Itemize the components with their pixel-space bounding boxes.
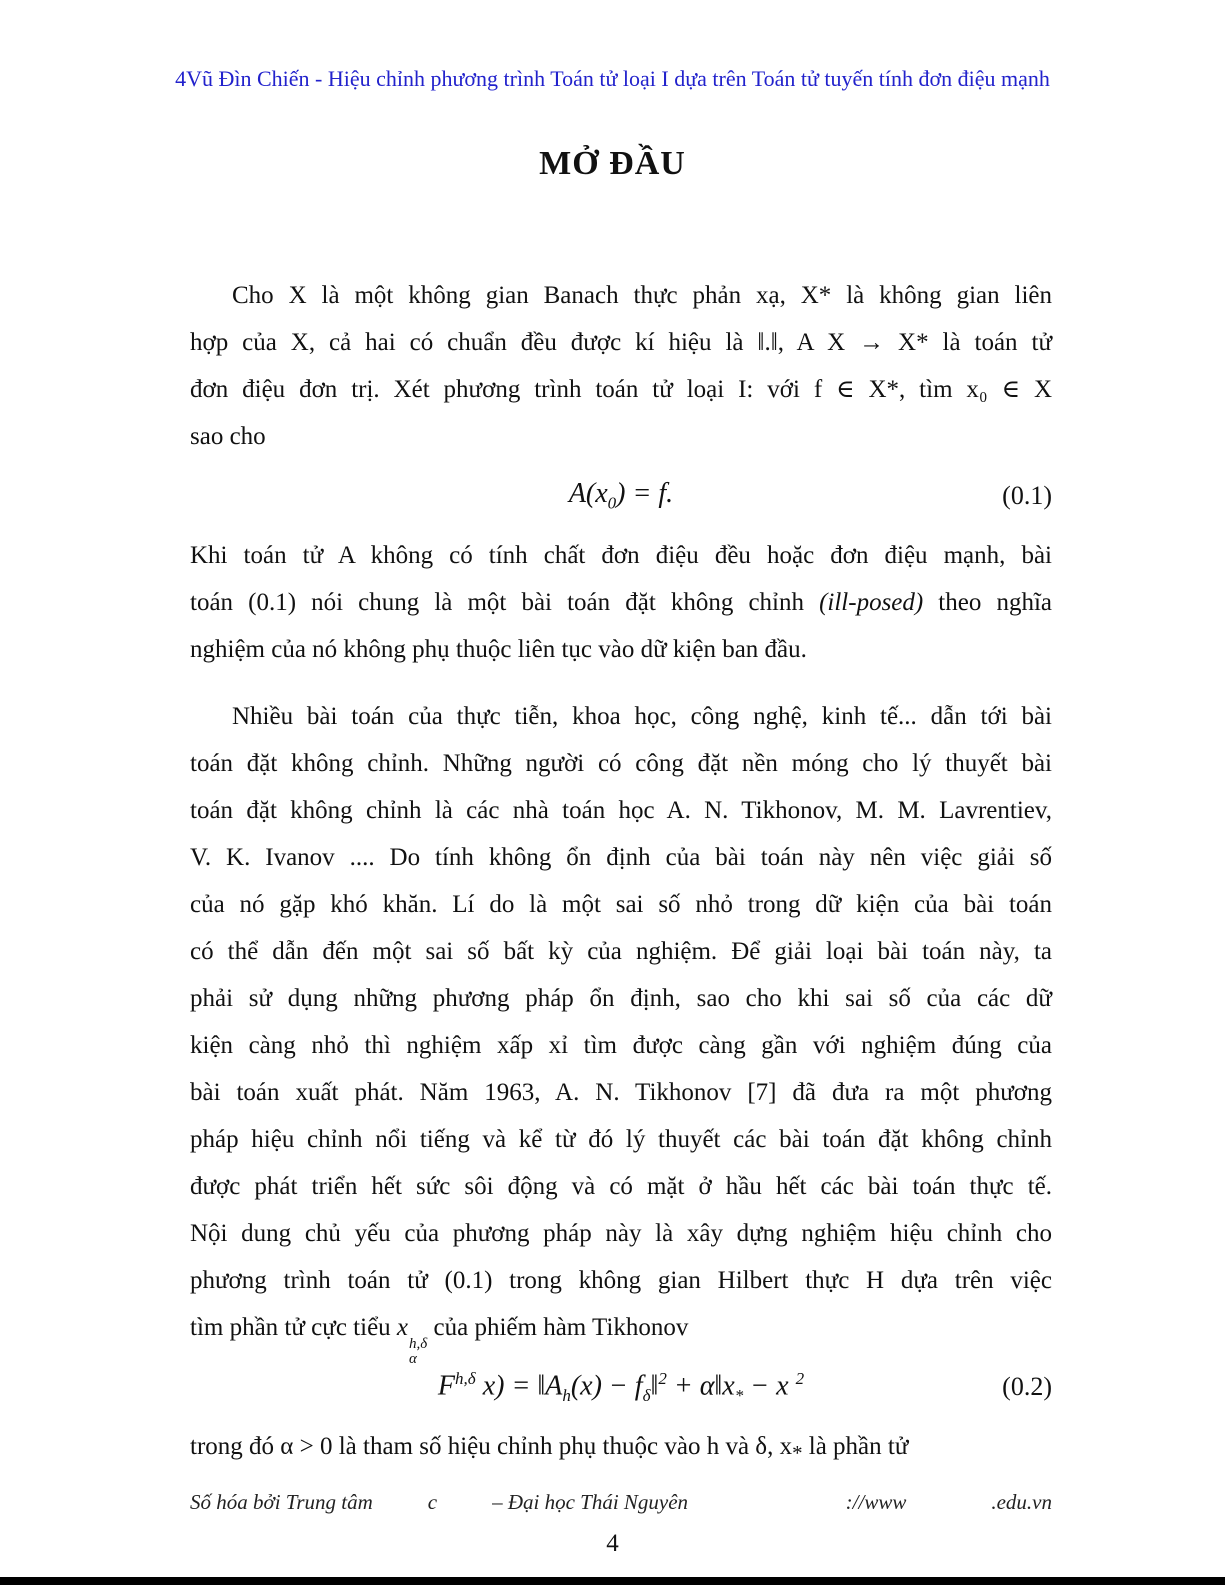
body-content (190, 272, 1052, 1470)
eq-segment: A(x (568, 478, 608, 510)
eq-superscript: h,δ (455, 1368, 476, 1388)
text-line: đơn điệu đơn trị. Xét phương trình toán tử loại I: với f ∈ X*, tìm x₀ ∈ X (190, 376, 1052, 403)
text-segment: là phần tử (802, 1433, 909, 1460)
text-segment: tìm phần tử cực tiểu (190, 1314, 397, 1341)
eq-segment: F (437, 1369, 456, 1401)
running-header: 4Vũ Đìn Chiến - Hiệu chỉnh phương trình Toán tử loại I dựa trên Toán tử tuyến tính đơn điệu mạnh (175, 66, 1050, 91)
equation-body (438, 1369, 804, 1406)
text-line: phải sử dụng những phương pháp ổn định, sao cho khi sai số của các dữ (190, 985, 1052, 1012)
text-line: Khi toán tử A không có tính chất đơn điệu đều hoặc đơn điệu mạnh, bài (190, 542, 1052, 569)
math-superscript: h,δ (409, 1335, 428, 1352)
footer-university: – Đại học Thái Nguyên (492, 1490, 689, 1514)
paragraph-2 (190, 532, 1052, 673)
text-line (190, 1423, 1052, 1470)
italic-term: (ill-posed) (819, 589, 924, 616)
text-line: sao cho (190, 423, 266, 450)
text-line: Cho X là một không gian Banach thực phản xạ, X* là không gian liên (232, 282, 1052, 309)
text-line: toán đặt không chỉnh. Những người có công đặt nền móng cho lý thuyết bài (190, 750, 1052, 777)
equation-label: (0.1) (1002, 481, 1052, 510)
math-subscript: α (409, 1351, 417, 1368)
text-segment: trong đó α > 0 là tham số hiệu chỉnh phụ thuộc vào h và δ, x (190, 1433, 793, 1460)
math-subscript: * (792, 1441, 803, 1465)
inline-math (396, 1314, 428, 1368)
eq-segment: ) = f. (616, 478, 674, 510)
scan-edge-bar (0, 1577, 1225, 1585)
equation-body (569, 478, 673, 514)
eq-superscript: 2 (795, 1368, 805, 1388)
eq-subscript: h (562, 1385, 571, 1405)
text-line: bài toán xuất phát. Năm 1963, A. N. Tikhonov [7] đã đưa ra một phương (190, 1079, 1052, 1106)
text-line: kiện càng nhỏ thì nghiệm xấp xỉ tìm được càng gần với nghiệm đúng của (190, 1032, 1052, 1059)
footer-url-domain: .edu.vn (991, 1490, 1052, 1514)
text-segment: toán (0.1) nói chung là một bài toán đặt không chỉnh (190, 589, 820, 616)
text-segment: của phiếm hàm Tikhonov (427, 1314, 689, 1341)
text-line: pháp hiệu chỉnh nổi tiếng và kể từ đó lý thuyết các bài toán đặt không chỉnh (190, 1126, 1052, 1153)
eq-segment: − x (743, 1369, 796, 1401)
footer-fragment: c (427, 1490, 438, 1514)
equation-label: (0.2) (1002, 1372, 1052, 1401)
text-line (190, 579, 1052, 626)
eq-subscript: δ (642, 1385, 651, 1405)
text-line: Nhiều bài toán của thực tiễn, khoa học, công nghệ, kinh tế... dẫn tới bài (232, 703, 1052, 730)
text-line: toán đặt không chỉnh là các nhà toán học A. N. Tikhonov, M. M. Lavrentiev, (190, 797, 1052, 824)
text-line (190, 1304, 1052, 1368)
footer-left (190, 1490, 688, 1515)
math-base: x (396, 1314, 409, 1341)
equation-0-2 (190, 1351, 1052, 1423)
text-line: Nội dung chủ yếu của phương pháp này là xây dựng nghiệm hiệu chỉnh cho (190, 1220, 1052, 1247)
page-title: MỞ ĐẦU (539, 145, 686, 182)
text-line: được phát triển hết sức sôi động và có mặt ở hầu hết các bài toán thực tế. (190, 1173, 1052, 1200)
footer-digitized-by: Số hóa bởi Trung tâm (190, 1490, 373, 1514)
eq-segment: (x) − f (570, 1369, 643, 1401)
paragraph-3 (190, 693, 1052, 1368)
text-line: nghiệm của nó không phụ thuộc liên tục vào dữ kiện ban đầu. (190, 636, 807, 663)
eq-segment: x) = ‖A (475, 1369, 563, 1401)
text-line: V. K. Ivanov .... Do tính không ổn định của bài toán này nên việc giải số (190, 844, 1052, 871)
paragraph-1 (190, 272, 1052, 460)
footer-url-fragment: ://www (845, 1490, 907, 1514)
eq-subscript: 0 (607, 493, 617, 513)
text-line: phương trình toán tử (0.1) trong không gian Hilbert thực H dựa trên việc (190, 1267, 1052, 1294)
eq-segment: ‖ (650, 1369, 659, 1401)
page-number: 4 (606, 1530, 619, 1557)
text-segment: theo nghĩa (923, 589, 1052, 616)
eq-subscript: * (734, 1385, 744, 1405)
text-line: của nó gặp khó khăn. Lí do là một sai số nhỏ trong dữ kiện của bài toán (190, 891, 1052, 918)
page-footer (190, 1490, 1052, 1515)
text-line: có thể dẫn đến một sai số bất kỳ của nghiệm. Để giải loại bài toán này, ta (190, 938, 1052, 965)
equation-0-1 (190, 460, 1052, 532)
paragraph-4 (190, 1423, 1052, 1470)
eq-superscript: 2 (658, 1368, 667, 1388)
text-line: hợp của X, cả hai có chuẩn đều được kí hiệu là ‖.‖, A X → X* là toán tử (190, 329, 1052, 356)
footer-right (846, 1490, 1052, 1515)
eq-segment: + α‖x (666, 1369, 735, 1401)
